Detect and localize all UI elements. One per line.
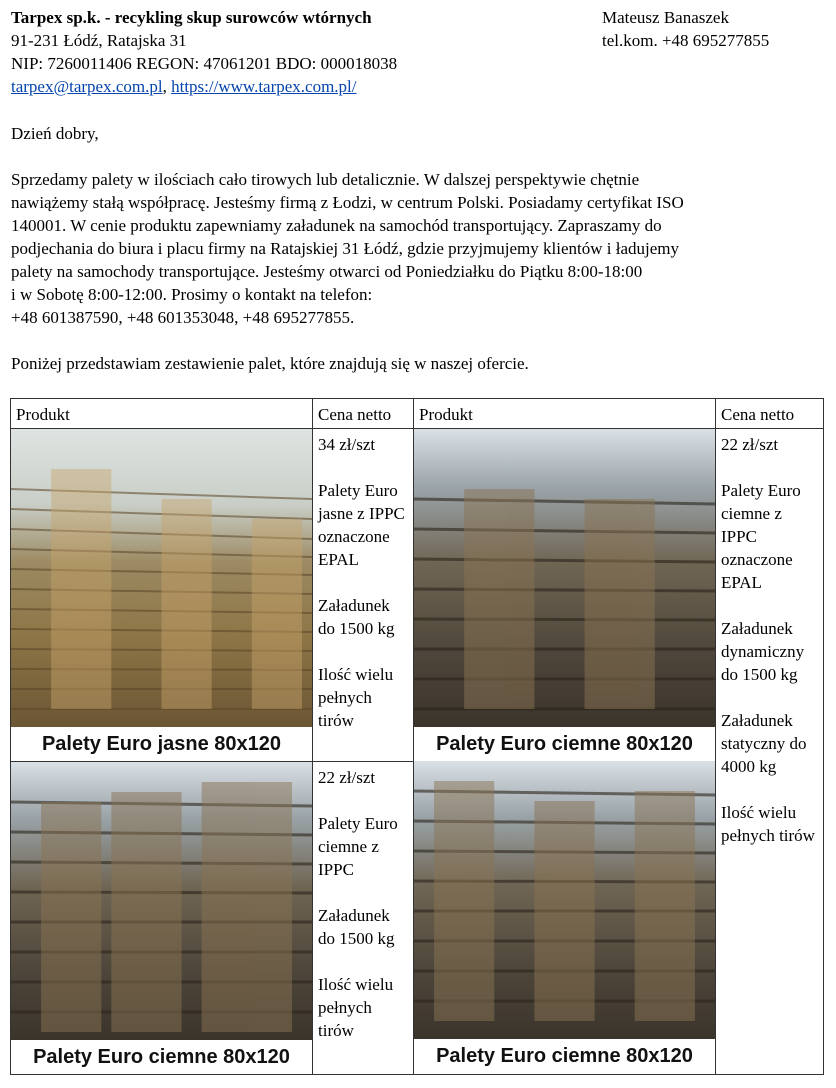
body-line: palety na samochody transportujące. Jesteśmy otwarci od Poniedziałku do Piątku 8:00-18:00 — [11, 262, 643, 281]
column-header-product: Produkt — [414, 399, 716, 429]
price-line: Palety Euro ciemne z IPPC oznaczone EPAL — [721, 481, 801, 592]
company-ids: NIP: 7260011406 REGON: 47061201 BDO: 000018038 — [11, 54, 398, 73]
pallet-stack-illustration — [414, 761, 715, 1039]
price-line: Palety Euro jasne z IPPC oznaczone EPAL — [318, 481, 405, 569]
product-photo-cell — [11, 762, 313, 1075]
product-photo-dark-pallets — [11, 762, 312, 1074]
table-header-row — [11, 399, 824, 429]
price-cell — [716, 429, 824, 1075]
body-line: Sprzedamy palety w ilościach cało tirowych lub detalicznie. W dalszej perspektywie chętnie — [11, 170, 640, 189]
price-line: Załadunek do 1500 kg — [318, 596, 395, 638]
greeting: Dzień dobry, — [11, 124, 99, 143]
table-row — [11, 429, 824, 762]
product-photo-cell — [414, 429, 716, 1075]
body-line: 140001. W cenie produktu zapewniamy załadunek na samochód transportujący. Zapraszamy do — [11, 216, 662, 235]
contact-phone: tel.kom. +48 695277855 — [602, 31, 770, 50]
company-address: 91-231 Łódź, Ratajska 31 — [11, 31, 187, 50]
body-paragraph — [11, 168, 826, 329]
product-table — [10, 398, 824, 1075]
price-line: Palety Euro ciemne z IPPC — [318, 814, 398, 879]
product-photo-dark-pallets — [414, 429, 715, 761]
company-name: Tarpex sp.k. - recykling skup surowców wtórnych — [11, 8, 372, 27]
link-separator: , — [162, 77, 172, 96]
product-caption: Palety Euro ciemne 80x120 — [11, 1040, 312, 1074]
price-line: Załadunek statyczny do 4000 kg — [721, 711, 807, 776]
column-header-product: Produkt — [11, 399, 313, 429]
price-line: 22 zł/szt — [721, 435, 779, 454]
product-caption: Palety Euro ciemne 80x120 — [414, 1039, 715, 1073]
product-photo-cell — [11, 429, 313, 762]
offer-intro: Poniżej przedstawiam zestawienie palet, które znajdują się w naszej ofercie. — [11, 354, 529, 373]
pallet-stack-illustration — [414, 429, 715, 727]
product-caption: Palety Euro ciemne 80x120 — [414, 727, 715, 761]
body-line: nawiążemy stałą współpracę. Jesteśmy firmą z Łodzi, w centrum Polski. Posiadamy certyfikat ISO — [11, 193, 684, 212]
product-photo-light-pallets — [11, 429, 312, 761]
company-links — [11, 75, 611, 98]
price-line: Załadunek dynamiczny do 1500 kg — [721, 619, 805, 684]
company-header — [11, 6, 611, 98]
body-line: podjechania do biura i placu firmy na Ratajskiej 31 Łódź, gdzie przyjmujemy klientów i ładujemy — [11, 239, 680, 258]
column-header-price: Cena netto — [313, 399, 414, 429]
price-line: Załadunek do 1500 kg — [318, 906, 395, 948]
product-photo-dark-pallets — [414, 761, 715, 1073]
contact-name: Mateusz Banaszek — [602, 8, 729, 27]
email-link[interactable]: tarpex@tarpex.com.pl — [11, 77, 163, 96]
price-line: Ilość wielu pełnych tirów — [318, 975, 394, 1040]
pallet-stack-illustration — [11, 762, 312, 1040]
price-cell — [313, 762, 414, 1075]
price-line: Ilość wielu pełnych tirów — [318, 665, 394, 730]
body-line: i w Sobotę 8:00-12:00. Prosimy o kontakt na telefon: — [11, 285, 373, 304]
price-line: Ilość wielu pełnych tirów — [721, 803, 815, 845]
price-line: 22 zł/szt — [318, 768, 376, 787]
pallet-stack-illustration — [11, 429, 312, 727]
column-header-price: Cena netto — [716, 399, 824, 429]
contact-block — [602, 6, 832, 52]
price-line: 34 zł/szt — [318, 435, 376, 454]
product-caption: Palety Euro jasne 80x120 — [11, 727, 312, 761]
price-cell — [313, 429, 414, 762]
body-line: +48 601387590, +48 601353048, +48 695277855. — [11, 308, 355, 327]
website-link[interactable]: https://www.tarpex.com.pl/ — [171, 77, 357, 96]
